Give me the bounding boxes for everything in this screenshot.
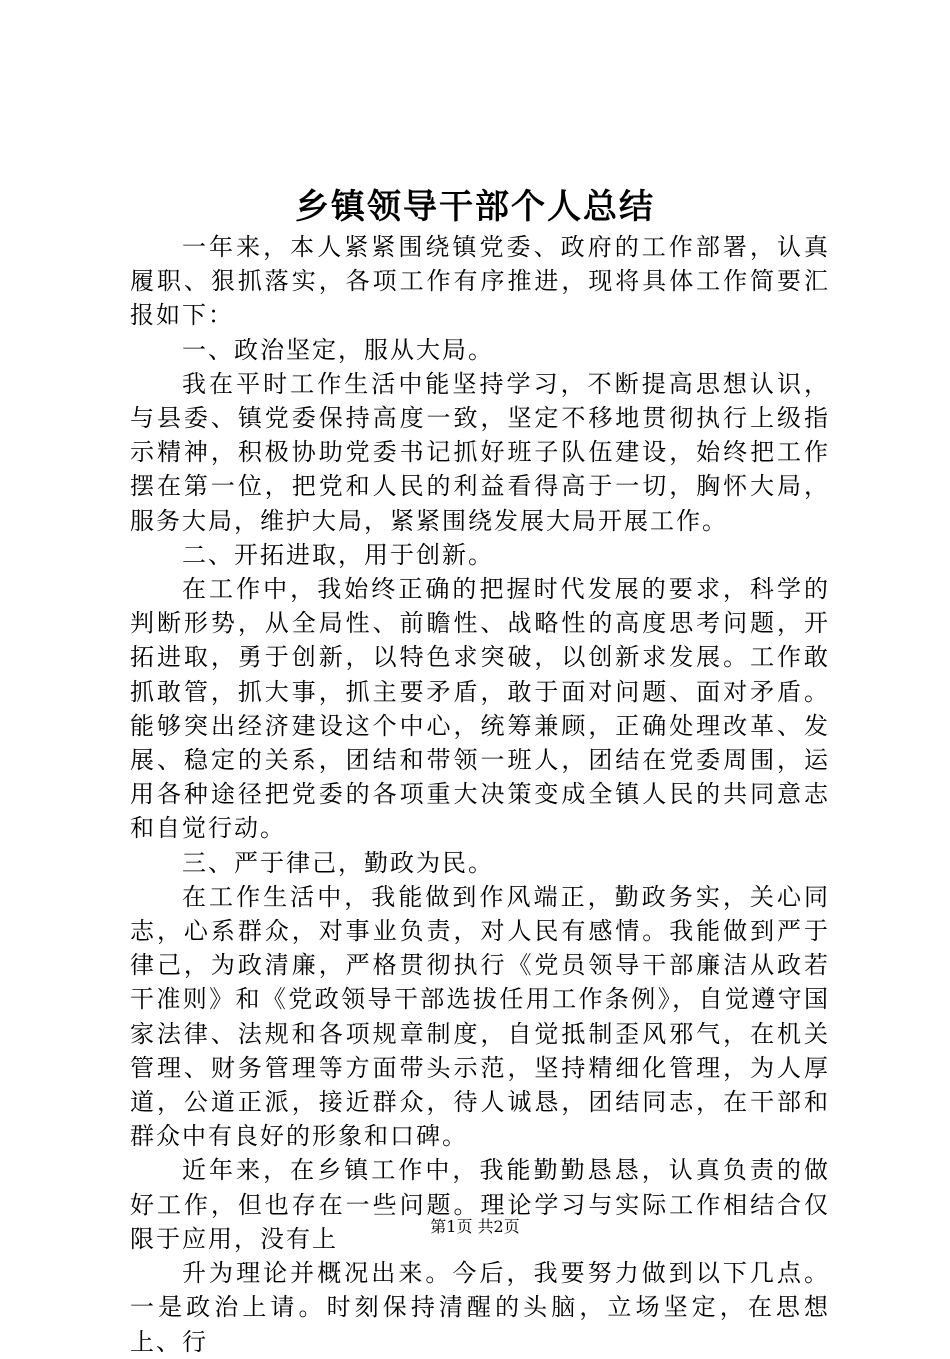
document-body bbox=[130, 230, 830, 1359]
page-number-footer: 第1页 共2页 bbox=[430, 1217, 520, 1236]
paragraph-problems: 近年来，在乡镇工作中，我能勤勤恳恳，认真负责的做好工作，但也存在一些问题。理论学习与实际工作相结合仅限于应用，没有上 bbox=[130, 1156, 830, 1253]
paragraph-future: 升为理论并概况出来。今后，我要努力做到以下几点。一是政治上请。时刻保持清醒的头脑，立场坚定，在思想上、行 bbox=[130, 1259, 830, 1356]
section-heading-1: 一、政治坚定，服从大局。 bbox=[182, 335, 494, 364]
paragraph-section-1: 我在平时工作生活中能坚持学习，不断提高思想认识，与县委、镇党委保持高度一致，坚定不移地贯彻执行上级指示精神，积极协助党委书记抓好班子队伍建设，始终把工作摆在第一位，把党和人民的利益看得高于一切，胸怀大局，服务大局，维护大局，紧紧围绕发展大局开展工作。 bbox=[130, 369, 830, 535]
paragraph-intro: 一年来，本人紧紧围绕镇党委、政府的工作部署，认真履职、狠抓落实，各项工作有序推进，现将具体工作简要汇报如下： bbox=[130, 233, 830, 330]
document-title: 乡镇领导干部个人总结 bbox=[295, 187, 655, 227]
section-heading-2: 二、开拓进取，用于创新。 bbox=[182, 540, 494, 569]
section-heading-3: 三、严于律己，勤政为民。 bbox=[182, 848, 494, 877]
paragraph-section-3: 在工作生活中，我能做到作风端正，勤政务实，关心同志，心系群众，对事业负责，对人民有感情。我能做到严于律己，为政清廉，严格贯彻执行《党员领导干部廉洁从政若干准则》和《党政领导干部选拔任用工作条例》，自觉遵守国家法律、法规和各项规章制度，自觉抵制歪风邪气，在机关管理、财务管理等方面带头示范，坚持精细化管理，为人厚道，公道正派，接近群众，待人诚恳，团结同志，在干部和群众中有良好的形象和口碑。 bbox=[130, 882, 830, 1151]
paragraph-section-2: 在工作中，我始终正确的把握时代发展的要求，科学的判断形势，从全局性、前瞻性、战略性的高度思考问题，开拓进取，勇于创新，以特色求突破，以创新求发展。工作敢抓敢管，抓大事，抓主要矛盾，敢于面对问题、面对矛盾。能够突出经济建设这个中心，统筹兼顾，正确处理改革、发展、稳定的关系，团结和带领一班人，团结在党委周围，运用各种途径把党委的各项重大决策变成全镇人民的共同意志和自觉行动。 bbox=[130, 575, 830, 843]
